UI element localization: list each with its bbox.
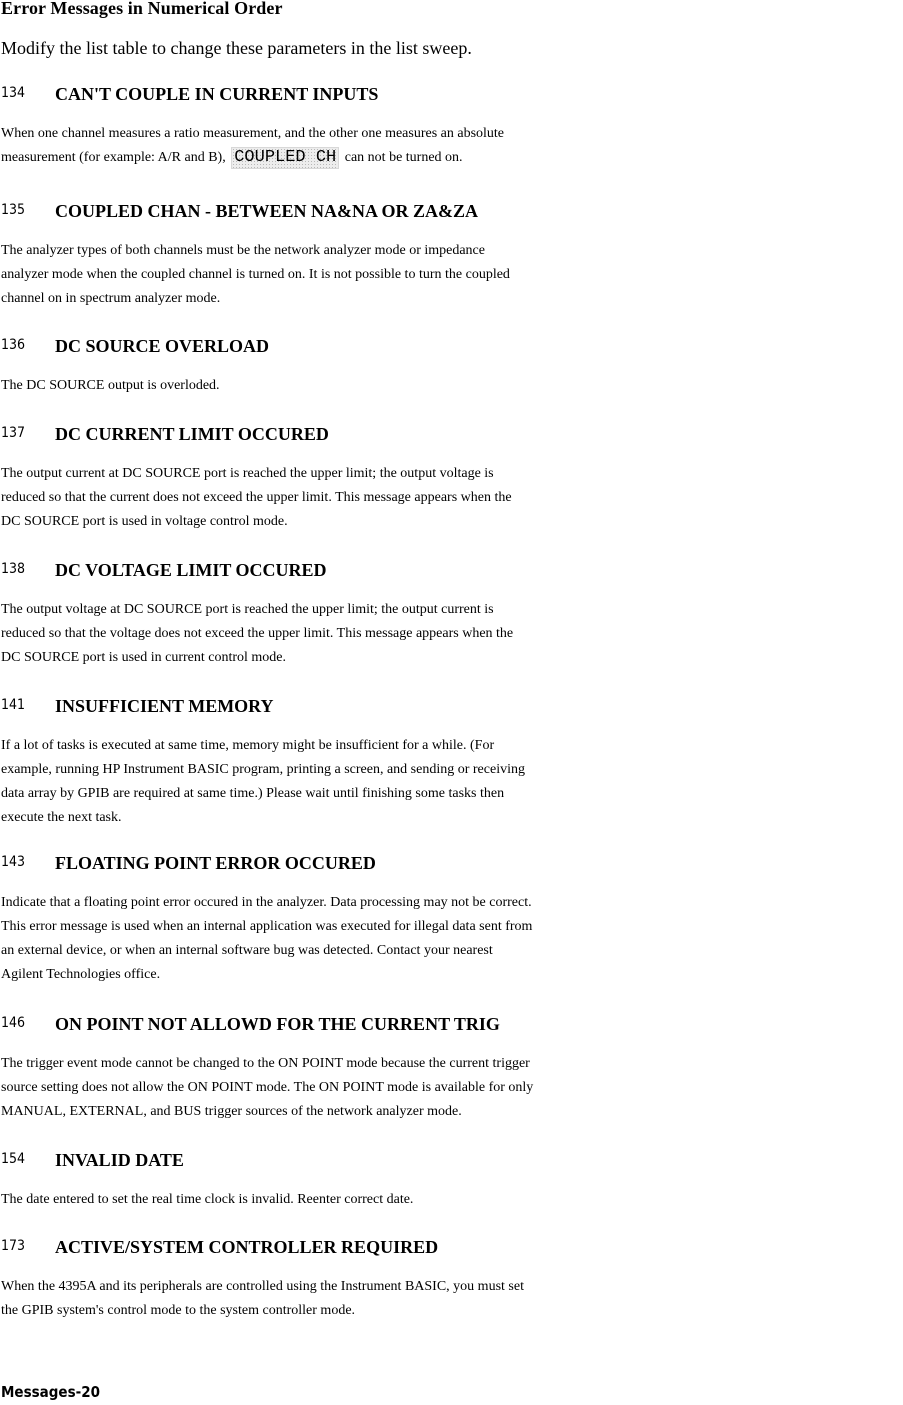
intro-paragraph: Modify the list table to change these parameters in the list sweep. bbox=[1, 38, 472, 58]
description-line: the GPIB system's control mode to the system controller mode. bbox=[1, 1303, 356, 1318]
error-description bbox=[1, 1052, 903, 1124]
page-footer-label: Messages-20 bbox=[1, 1383, 100, 1401]
description-line: The DC SOURCE output is overloded. bbox=[1, 378, 220, 393]
description-line: DC SOURCE port is used in current control mode. bbox=[1, 650, 287, 665]
error-code: 141 bbox=[1, 697, 26, 713]
description-line: The output current at DC SOURCE port is reached the upper limit; the output voltage is bbox=[1, 466, 494, 481]
error-title: COUPLED CHAN - BETWEEN NA&NA OR ZA&ZA bbox=[55, 201, 479, 221]
description-line: source setting does not allow the ON POINT mode. The ON POINT mode is available for only bbox=[1, 1080, 534, 1095]
error-title: DC CURRENT LIMIT OCCURED bbox=[55, 424, 329, 444]
description-line: analyzer mode when the coupled channel is turned on. It is not possible to turn the coupled bbox=[1, 267, 510, 282]
description-line: DC SOURCE port is used in voltage control mode. bbox=[1, 514, 288, 529]
section-header-title: Error Messages in Numerical Order bbox=[1, 0, 283, 18]
description-line: execute the next task. bbox=[1, 810, 122, 825]
description-line: data array by GPIB are required at same time.) Please wait until finishing some tasks then bbox=[1, 786, 505, 801]
error-entry bbox=[0, 1150, 903, 1212]
description-line: channel on in spectrum analyzer mode. bbox=[1, 291, 221, 306]
description-line: When one channel measures a ratio measurement, and the other one measures an absolute bbox=[1, 126, 505, 141]
error-title: DC SOURCE OVERLOAD bbox=[55, 336, 270, 356]
error-entry bbox=[0, 84, 903, 170]
error-description bbox=[1, 122, 903, 170]
error-title: FLOATING POINT ERROR OCCURED bbox=[55, 853, 376, 873]
error-entry bbox=[0, 1014, 903, 1124]
coupled-ch-softkey: COUPLED CH bbox=[231, 147, 339, 169]
error-title: DC VOLTAGE LIMIT OCCURED bbox=[55, 560, 327, 580]
description-line: The trigger event mode cannot be changed to the ON POINT mode because the current trigger bbox=[1, 1056, 530, 1071]
description-text: can not be turned on. bbox=[344, 150, 463, 165]
error-code: 146 bbox=[1, 1015, 26, 1031]
error-code: 135 bbox=[1, 202, 26, 218]
description-line: The date entered to set the real time clock is invalid. Reenter correct date. bbox=[1, 1192, 414, 1207]
description-line: example, running HP Instrument BASIC program, printing a screen, and sending or receiving bbox=[1, 762, 525, 777]
description-line: If a lot of tasks is executed at same time, memory might be insufficient for a while. (For bbox=[1, 738, 495, 753]
error-code: 173 bbox=[1, 1238, 26, 1254]
description-line: an external device, or when an internal software bug was detected. Contact your nearest bbox=[1, 943, 493, 958]
error-description bbox=[1, 239, 903, 311]
description-line: MANUAL, EXTERNAL, and BUS trigger sources of the network analyzer mode. bbox=[1, 1104, 462, 1119]
description-line: Agilent Technologies office. bbox=[1, 967, 161, 982]
error-description bbox=[1, 891, 903, 987]
error-code: 134 bbox=[1, 85, 26, 101]
description-line: Indicate that a floating point error occured in the analyzer. Data processing may not be correct. bbox=[1, 895, 532, 910]
error-code: 137 bbox=[1, 425, 26, 441]
description-line bbox=[1, 146, 903, 170]
description-line: The output voltage at DC SOURCE port is reached the upper limit; the output current is bbox=[1, 602, 494, 617]
description-line: The analyzer types of both channels must be the network analyzer mode or impedance bbox=[1, 243, 485, 258]
error-code: 143 bbox=[1, 854, 26, 870]
error-description bbox=[1, 1188, 903, 1212]
description-line: When the 4395A and its peripherals are controlled using the Instrument BASIC, you must set bbox=[1, 1279, 524, 1294]
error-title: ACTIVE/SYSTEM CONTROLLER REQUIRED bbox=[55, 1237, 439, 1257]
error-title: INSUFFICIENT MEMORY bbox=[55, 696, 274, 716]
error-code: 138 bbox=[1, 561, 26, 577]
error-description bbox=[1, 462, 903, 534]
error-title: INVALID DATE bbox=[55, 1150, 184, 1170]
error-entry bbox=[0, 424, 903, 534]
description-text: measurement (for example: A/R and B), bbox=[1, 150, 226, 165]
error-code: 136 bbox=[1, 337, 26, 353]
description-line: This error message is used when an internal application was executed for illegal data sent from bbox=[1, 919, 533, 934]
error-code: 154 bbox=[1, 1151, 26, 1167]
error-description bbox=[1, 598, 903, 670]
error-entry bbox=[0, 853, 903, 987]
error-description bbox=[1, 374, 903, 398]
error-entry bbox=[0, 560, 903, 670]
description-line: reduced so that the current does not exceed the upper limit. This message appears when the bbox=[1, 490, 512, 505]
error-entry bbox=[0, 1237, 903, 1323]
error-entry bbox=[0, 336, 903, 398]
error-title: ON POINT NOT ALLOWD FOR THE CURRENT TRIG bbox=[55, 1014, 500, 1034]
error-entry bbox=[0, 201, 903, 311]
error-description bbox=[1, 734, 903, 830]
error-title: CAN'T COUPLE IN CURRENT INPUTS bbox=[55, 84, 379, 104]
error-entry bbox=[0, 696, 903, 830]
description-line: reduced so that the voltage does not exceed the upper limit. This message appears when the bbox=[1, 626, 514, 641]
error-description bbox=[1, 1275, 903, 1323]
